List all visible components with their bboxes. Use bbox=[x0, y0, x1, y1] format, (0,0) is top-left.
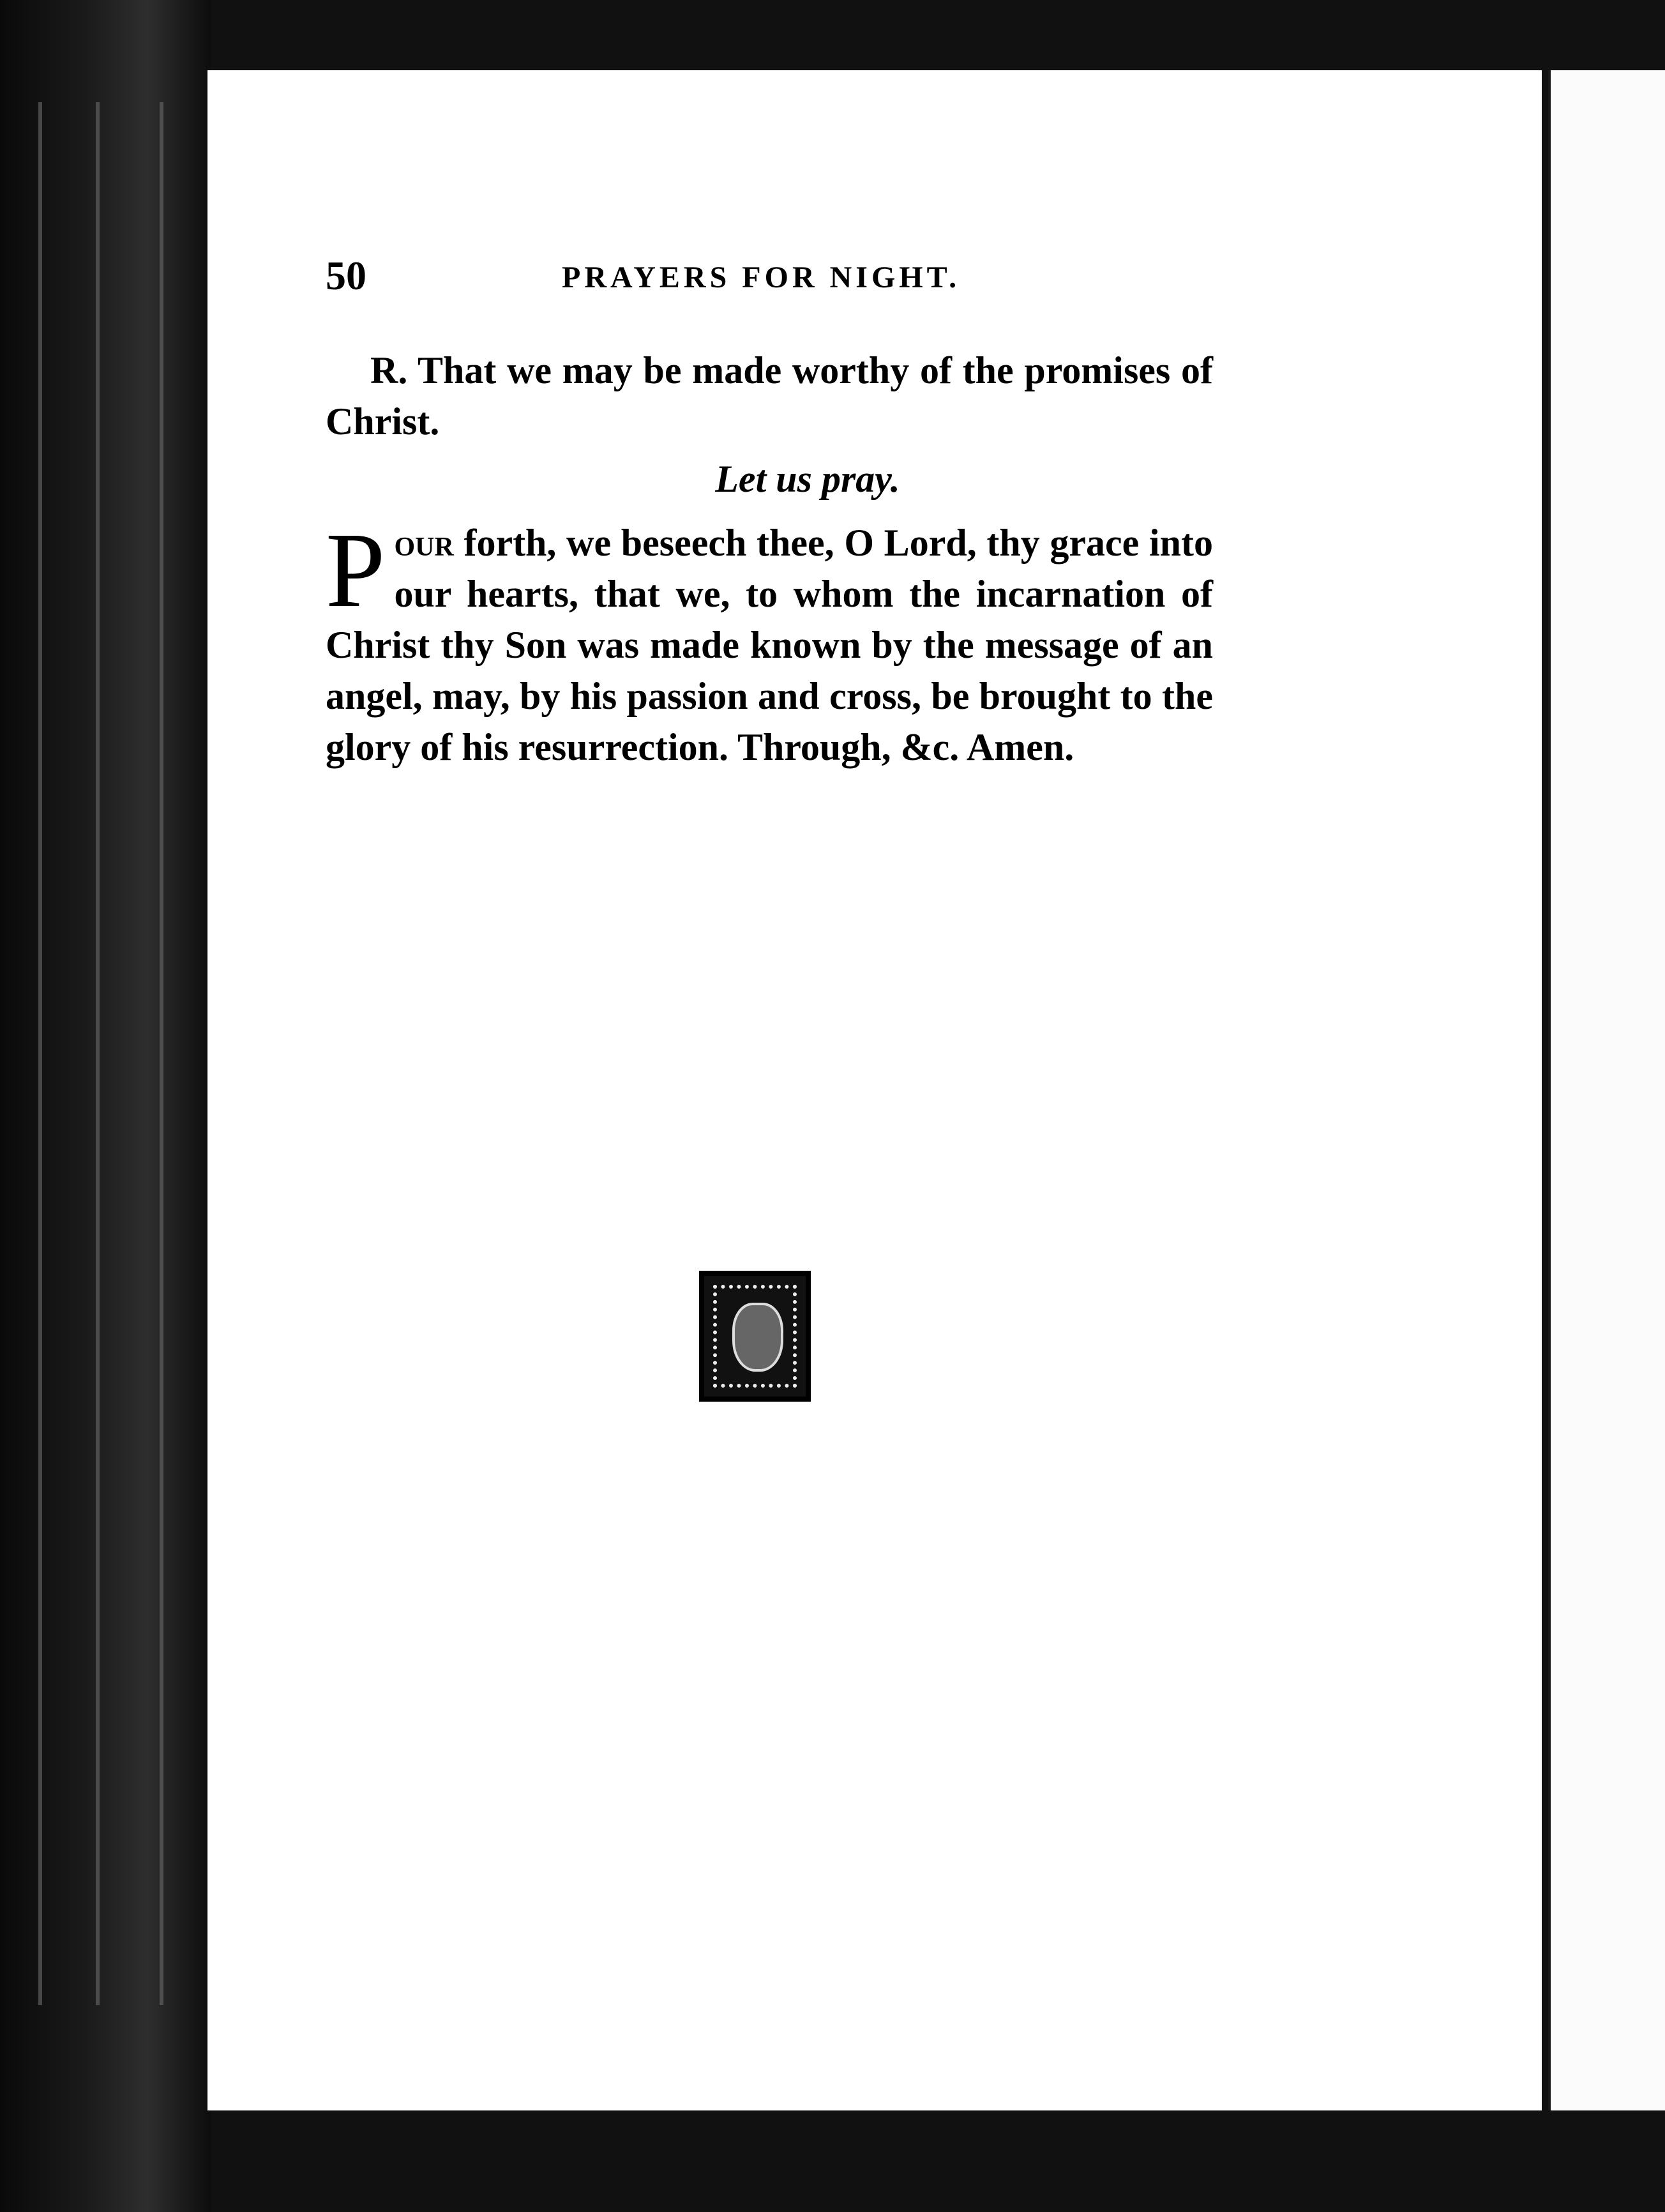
prayer-first-word: our bbox=[394, 522, 454, 564]
spine-edge-line bbox=[38, 102, 42, 2005]
prayer-heading: Let us pray. bbox=[715, 458, 900, 500]
spine-edge-line bbox=[160, 102, 163, 2005]
page-body bbox=[326, 345, 1213, 773]
book-spine bbox=[0, 0, 211, 2212]
page-header bbox=[326, 252, 1226, 310]
response-verse: R. That we may be made worthy of the promises of Christ. bbox=[326, 349, 1213, 443]
portrait-face-icon bbox=[732, 1303, 783, 1372]
page-number: 50 bbox=[326, 253, 366, 298]
drop-cap: P bbox=[326, 511, 386, 630]
facing-page-edge bbox=[1548, 70, 1665, 2110]
running-title: PRAYERS FOR NIGHT. bbox=[562, 261, 961, 294]
religious-portrait-ornament-icon bbox=[699, 1271, 811, 1402]
spine-edge-line bbox=[96, 102, 100, 2005]
prayer-paragraph bbox=[326, 511, 1213, 773]
prayer-text: forth, we beseech thee, O Lord, thy grace into our hearts, that we, to whom the incarnation of Christ thy Son was made known by the message of an angel, may, by his passion and cross, be brought to the glory of his resurrection. Through, &c. Amen. bbox=[326, 522, 1213, 768]
